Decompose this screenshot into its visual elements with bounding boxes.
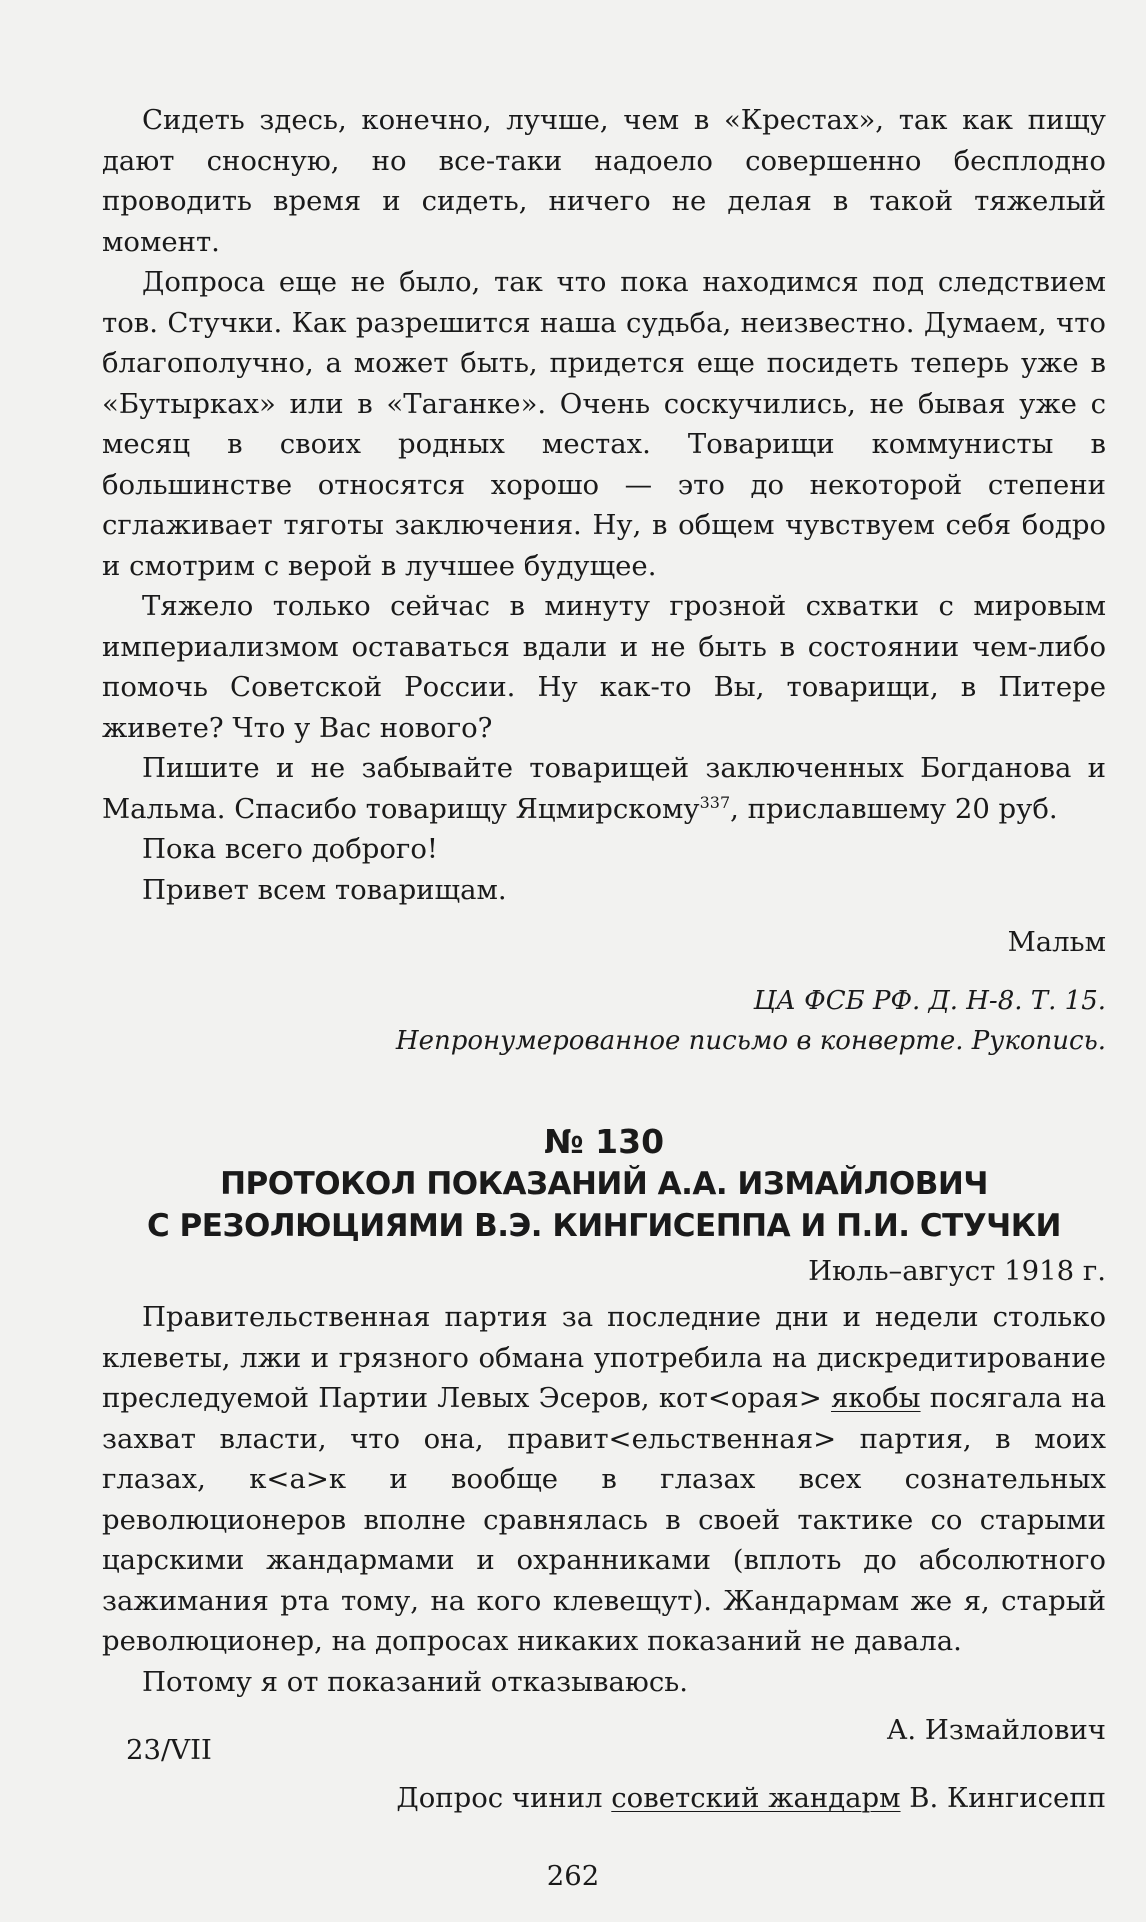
interrogator-line (102, 1778, 1106, 1819)
document-signature: А. Измайлович (886, 1714, 1106, 1746)
archive-note: Непронумерованное письмо в конверте. Рукопись. (395, 1025, 1106, 1056)
archive-source: ЦА ФСБ РФ. Д. Н-8. Т. 15. (753, 985, 1106, 1016)
underlined-sovetsky-zhandarm: советский жандарм (611, 1782, 901, 1814)
document-paragraph-1-a: Правительственная партия за последние дни и недели столько клеветы, лжи и грязного обмана употребила на дискредитирование преследуемой Партии Левых Эсеров, кот<орая> (102, 1301, 1106, 1414)
letter-paragraph-1: Сидеть здесь, конечно, лучше, чем в «Крестах», так как пищу дают сносную, но все-таки надоело совершенно бесплодно проводить время и сидеть, ничего не делая в такой тяжелый момент. (102, 104, 1106, 258)
letter-signature: Мальм (1007, 926, 1106, 958)
letter-closing-2: Привет всем товарищам. (142, 873, 507, 906)
signature-row (102, 1714, 1106, 1766)
document-title-line-1: ПРОТОКОЛ ПОКАЗАНИЙ А.А. ИЗМАЙЛОВИЧ (220, 1165, 988, 1202)
document-paragraph-1 (102, 1297, 1106, 1662)
document-title-line-2: С РЕЗОЛЮЦИЯМИ В.Э. КИНГИСЕППА И П.И. СТУЧКИ (147, 1207, 1061, 1244)
page-number: 262 (546, 1860, 600, 1892)
footnote-ref-337: 337 (699, 792, 731, 812)
letter-paragraph-2: Допроса еще не было, так что пока находимся под следствием тов. Стучки. Как разрешится наша судьба, неизвестно. Думаем, что благополучно, а может быть, придется еще посидеть теперь уже в «Бутырках» или в «Таганке». Очень соскучились, не бывая уже с месяц в своих родных местах. Товарищи коммунисты в большинстве относятся хорошо — это до некоторой степени сглаживает тяготы заключения. Ну, в общем чувствуем себя бодро и смотрим с верой в лучшее будущее. (102, 266, 1106, 582)
letter-paragraph-4 (102, 748, 1106, 829)
interrogator-prefix: Допрос чинил (396, 1782, 612, 1814)
document-paragraph-2: Потому я от показаний отказываюсь. (142, 1665, 688, 1698)
document-date: Июль–август 1918 г. (808, 1254, 1106, 1287)
letter-paragraph-4-tail: , приславшему 20 руб. (730, 792, 1058, 825)
letter-paragraph-4-text: Пишите и не забывайте товарищей заключенных Богданова и Мальма. Спасибо товарищу Яцмирскому (102, 752, 1106, 825)
interrogator-name: В. Кингисепп (900, 1782, 1106, 1814)
document-paragraph-1-b: посягала на захват власти, что она, правит<ельственная> партия, в моих глазах, к<а>к и вообще в глазах всех сознательных революционеров вполне сравнялась в своей тактике со старыми царскими жандармами и охранниками (вплоть до абсолютного зажимания рта тому, на кого клевещут). Жандармам же я, старый революционер, на допросах никаких показаний не давала. (102, 1382, 1106, 1657)
signature-date: 23/VII (126, 1734, 212, 1766)
letter-closing-1: Пока всего доброго! (142, 833, 438, 865)
letter-paragraph-3: Тяжело только сейчас в минуту грозной схватки с мировым империализмом оставаться вдали и не быть в состоянии чем-либо помочь Советской России. Ну как-то Вы, товарищи, в Питере живете? Что у Вас нового? (102, 590, 1106, 744)
document-number: № 130 (543, 1121, 665, 1161)
underlined-yakoby: якобы (831, 1382, 921, 1414)
